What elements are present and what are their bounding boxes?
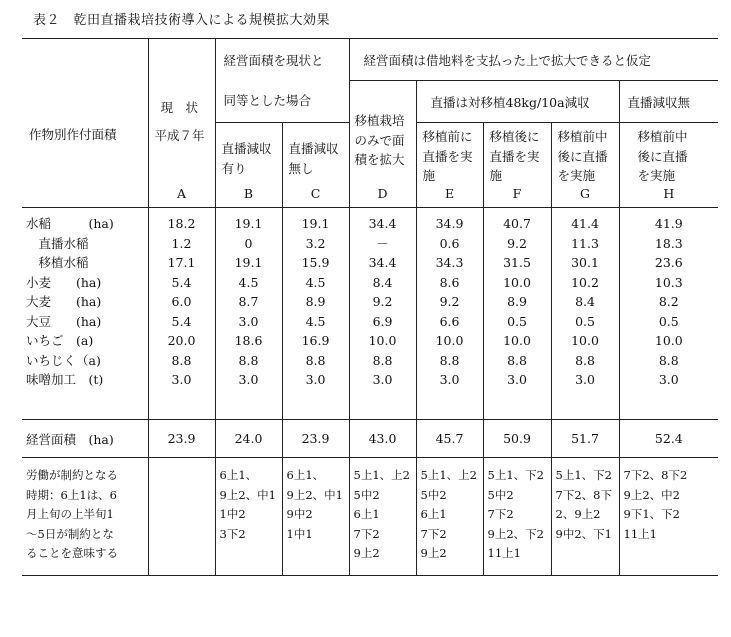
labor-period: 5上1、下2 bbox=[487, 468, 544, 482]
value-cell: 19.1 bbox=[234, 216, 263, 231]
col-b-line2: 有り bbox=[221, 160, 247, 176]
value-cell: 11.3 bbox=[571, 235, 599, 251]
value-cell: 4.5 bbox=[305, 274, 326, 290]
col-c-line2: 無し bbox=[288, 160, 314, 176]
value-cell: 6.6 bbox=[439, 313, 460, 329]
value-cell: 8.8 bbox=[439, 352, 460, 368]
labor-f bbox=[483, 458, 551, 576]
table-row-crops bbox=[22, 208, 718, 420]
value-cell: 4.5 bbox=[238, 274, 259, 290]
col-g-line2: 後に直播 bbox=[557, 148, 608, 164]
sub-noreduce: 直播減収無 bbox=[627, 95, 691, 110]
labor-a bbox=[148, 458, 215, 576]
value-cell: 34.4 bbox=[368, 216, 397, 231]
table-row-total bbox=[22, 420, 718, 458]
labor-period: 9上2、中2 bbox=[623, 487, 680, 502]
labor-period: 7下2、8下2 bbox=[623, 468, 688, 482]
col-b-header bbox=[215, 123, 282, 208]
letter-c: C bbox=[310, 186, 321, 201]
crop-label: 小麦 (ha) bbox=[26, 274, 102, 290]
col-c-header bbox=[282, 123, 349, 208]
total-g: 51.7 bbox=[551, 420, 619, 458]
col-c-line1: 直播減収 bbox=[288, 141, 339, 156]
letter-h: H bbox=[663, 186, 675, 201]
value-cell: 9.2 bbox=[507, 235, 527, 251]
value-cell: 10.3 bbox=[654, 274, 683, 290]
labor-period: 9上2、中1 bbox=[286, 487, 343, 502]
letter-b: B bbox=[243, 186, 254, 201]
value-cell: 17.1 bbox=[167, 255, 196, 270]
values-col-d bbox=[349, 208, 416, 420]
value-cell: 3.2 bbox=[305, 235, 326, 251]
col-e-line2: 直播を実 bbox=[422, 148, 473, 164]
labor-period: 6上1、 bbox=[219, 468, 258, 482]
value-cell: 3.0 bbox=[171, 372, 192, 387]
value-cell: 8.4 bbox=[372, 274, 393, 290]
labor-period: 7下2、8下 bbox=[555, 487, 612, 502]
labor-period: 5中2 bbox=[487, 487, 514, 502]
value-cell: 3.0 bbox=[575, 372, 595, 387]
value-cell: 5.4 bbox=[171, 313, 192, 329]
total-h: 52.4 bbox=[619, 420, 718, 458]
value-cell: 8.8 bbox=[507, 352, 527, 368]
labor-c bbox=[282, 458, 349, 576]
col-d-line3: 積を拡大 bbox=[354, 152, 405, 167]
value-cell: 10.0 bbox=[654, 333, 683, 348]
crop-label: 大麦 (ha) bbox=[26, 294, 102, 309]
labor-period: 11上1 bbox=[623, 526, 657, 541]
value-cell: 9.2 bbox=[439, 294, 460, 309]
value-cell: 5.4 bbox=[171, 274, 192, 290]
value-cell: 10.0 bbox=[368, 333, 397, 348]
value-cell: 6.9 bbox=[372, 313, 393, 329]
value-cell: 34.3 bbox=[435, 255, 464, 270]
crop-label: 直播水稲 bbox=[26, 235, 89, 251]
col-f-line1: 移植後に bbox=[489, 129, 540, 144]
values-col-e bbox=[416, 208, 483, 420]
header-label-cell bbox=[22, 39, 148, 208]
value-cell: 10.2 bbox=[571, 274, 599, 290]
letter-a: A bbox=[176, 186, 187, 201]
crop-label: 味噌加工 (t) bbox=[26, 372, 104, 387]
col-f-line3: 施 bbox=[489, 168, 503, 183]
value-cell: 8.8 bbox=[372, 352, 393, 368]
value-cell: 3.0 bbox=[372, 372, 393, 387]
value-cell: 8.8 bbox=[575, 352, 595, 368]
labor-period: 5中2 bbox=[353, 487, 380, 502]
value-cell: 41.4 bbox=[571, 216, 599, 231]
crop-label: いちご (a) bbox=[26, 333, 94, 348]
labor-label-line: 時期：6上1は、6 bbox=[26, 487, 117, 502]
labor-period: 7下2 bbox=[353, 526, 380, 541]
col-h-line1: 移植前中 bbox=[637, 129, 688, 144]
col-e-line1: 移植前に bbox=[422, 129, 473, 144]
letter-f: F bbox=[512, 186, 522, 201]
value-cell: 18.3 bbox=[654, 235, 683, 251]
value-cell: 8.8 bbox=[238, 352, 259, 368]
labor-period: 5上1、上2 bbox=[353, 468, 410, 482]
sub-noreduce-cell bbox=[619, 81, 718, 123]
value-cell: 10.0 bbox=[503, 274, 531, 290]
total-b: 24.0 bbox=[215, 420, 282, 458]
labor-period: 9上2 bbox=[420, 546, 447, 560]
table-title: 表２ 乾田直播栽培技術導入による規模拡大効果 bbox=[33, 13, 331, 28]
labor-period: 9中2、下1 bbox=[555, 526, 612, 541]
col-h-header bbox=[619, 123, 718, 208]
labor-b bbox=[215, 458, 282, 576]
total-label-cell bbox=[22, 420, 148, 458]
table-row-labor bbox=[22, 458, 718, 576]
group-expand: 経営面積は借地料を支払った上で拡大できると仮定 bbox=[363, 53, 652, 68]
labor-period: 6上1、 bbox=[286, 468, 325, 482]
labor-label-line: ることを意味する bbox=[26, 546, 118, 560]
value-cell: 3.0 bbox=[238, 372, 259, 387]
labor-e bbox=[416, 458, 483, 576]
col-h-line3: を実施 bbox=[637, 168, 676, 183]
value-cell: 0.6 bbox=[439, 235, 460, 251]
sub-reduce-cell bbox=[416, 81, 619, 123]
value-cell: 8.9 bbox=[507, 294, 527, 309]
value-cell: 3.0 bbox=[507, 372, 527, 387]
labor-g bbox=[551, 458, 619, 576]
crop-label: 大豆 (ha) bbox=[26, 313, 102, 329]
col-g-line3: を実施 bbox=[557, 168, 596, 183]
value-cell: 41.9 bbox=[654, 216, 683, 231]
value-cell: 40.7 bbox=[503, 216, 531, 231]
values-col-h bbox=[619, 208, 718, 420]
value-cell: 19.1 bbox=[301, 216, 330, 231]
labor-period: 9上2、中1 bbox=[219, 487, 276, 502]
value-cell: 10.0 bbox=[435, 333, 464, 348]
value-cell: 3.0 bbox=[439, 372, 460, 387]
col-g-header bbox=[551, 123, 619, 208]
results-table bbox=[22, 38, 718, 576]
labor-period: 5上1、下2 bbox=[555, 468, 612, 482]
crop-label-cell bbox=[22, 208, 148, 420]
labor-period: 11上1 bbox=[487, 546, 521, 560]
labor-period: 1中1 bbox=[286, 526, 313, 541]
value-cell: 19.1 bbox=[234, 255, 263, 270]
value-cell: 1.2 bbox=[171, 235, 192, 251]
value-cell: 10.0 bbox=[571, 333, 599, 348]
crop-label: いちじく（a) bbox=[26, 352, 101, 368]
col-e-header bbox=[416, 123, 483, 208]
value-cell: 0 bbox=[244, 235, 253, 251]
col-e-line3: 施 bbox=[422, 168, 436, 183]
col-f-line2: 直播を実 bbox=[489, 148, 540, 164]
value-cell: 34.4 bbox=[368, 255, 397, 270]
value-cell: 8.8 bbox=[658, 352, 679, 368]
value-cell: 8.9 bbox=[305, 294, 326, 309]
value-cell: 20.0 bbox=[167, 333, 196, 348]
labor-h bbox=[619, 458, 718, 576]
total-e: 45.7 bbox=[416, 420, 483, 458]
letter-e: E bbox=[444, 186, 455, 201]
value-cell: 23.6 bbox=[654, 255, 683, 270]
value-cell: 31.5 bbox=[503, 255, 531, 270]
value-cell: 16.9 bbox=[301, 333, 330, 348]
values-col-f bbox=[483, 208, 551, 420]
value-cell: 3.0 bbox=[658, 372, 679, 387]
current-line1: 現 状 bbox=[160, 100, 199, 115]
total-label: 経営面積 (ha) bbox=[26, 431, 114, 447]
total-f: 50.9 bbox=[483, 420, 551, 458]
value-cell: 0.5 bbox=[575, 313, 595, 329]
col-h-line2: 後に直播 bbox=[637, 148, 688, 164]
labor-period: 3下2 bbox=[219, 526, 246, 541]
labor-label-line: 労働が制約となる bbox=[26, 468, 118, 482]
value-cell: 3.0 bbox=[305, 372, 326, 387]
value-cell: 0.5 bbox=[507, 313, 527, 329]
value-cell: 30.1 bbox=[571, 255, 599, 270]
value-cell: 34.9 bbox=[435, 216, 464, 231]
value-cell: 15.9 bbox=[301, 255, 330, 270]
letter-g: G bbox=[580, 186, 591, 201]
col-b-line1: 直播減収 bbox=[221, 141, 272, 156]
crop-label: 移植水稲 bbox=[26, 255, 89, 270]
col-g-line1: 移植前中 bbox=[557, 129, 608, 144]
sub-reduce48: 直播は対移植48kg/10a減収 bbox=[430, 95, 590, 110]
values-col-b bbox=[215, 208, 282, 420]
labor-period: 2、9上2 bbox=[555, 507, 601, 521]
value-cell: 8.2 bbox=[658, 294, 679, 309]
labor-period: 6上1 bbox=[353, 507, 380, 521]
value-cell: 8.7 bbox=[238, 294, 259, 309]
col-d-line1: 移植栽培 bbox=[354, 113, 405, 128]
labor-period: 9上2、下2 bbox=[487, 526, 544, 541]
value-cell: － bbox=[376, 235, 389, 251]
labor-label-line: 月上旬の上半旬1 bbox=[26, 507, 114, 521]
crop-label: 水稲 (ha) bbox=[26, 216, 114, 231]
values-col-c bbox=[282, 208, 349, 420]
total-c: 23.9 bbox=[282, 420, 349, 458]
value-cell: 10.0 bbox=[503, 333, 531, 348]
group-same-cell-2 bbox=[215, 81, 349, 123]
value-cell: 8.4 bbox=[575, 294, 595, 309]
value-cell: 4.5 bbox=[305, 313, 326, 329]
total-d: 43.0 bbox=[349, 420, 416, 458]
labor-period: 7下2 bbox=[487, 507, 514, 521]
labor-period: 5中2 bbox=[420, 487, 447, 502]
values-col-a bbox=[148, 208, 215, 420]
labor-period: 6上1 bbox=[420, 507, 447, 521]
labor-label-line: ～5日が制約とな bbox=[26, 526, 114, 541]
col-label: 作物別作付面積 bbox=[29, 127, 117, 142]
values-col-g bbox=[551, 208, 619, 420]
total-a: 23.9 bbox=[148, 420, 215, 458]
labor-period: 7下2 bbox=[420, 526, 447, 541]
col-d-line2: のみで面 bbox=[354, 132, 405, 148]
labor-d bbox=[349, 458, 416, 576]
value-cell: 8.6 bbox=[439, 274, 460, 290]
value-cell: 18.6 bbox=[234, 333, 263, 348]
labor-label-cell bbox=[22, 458, 148, 576]
value-cell: 0.5 bbox=[658, 313, 679, 329]
labor-period: 9上2 bbox=[353, 546, 380, 560]
value-cell: 8.8 bbox=[305, 352, 326, 368]
value-cell: 9.2 bbox=[372, 294, 393, 309]
labor-period: 9中2 bbox=[286, 507, 313, 521]
letter-d: D bbox=[377, 186, 388, 201]
group-same-cell bbox=[215, 39, 349, 81]
value-cell: 18.2 bbox=[167, 216, 196, 231]
group-same-line2: 同等とした場合 bbox=[223, 92, 312, 108]
value-cell: 3.0 bbox=[238, 313, 259, 329]
labor-period: 9下1、下2 bbox=[623, 507, 680, 521]
value-cell: 6.0 bbox=[171, 294, 192, 309]
group-expand-cell bbox=[349, 39, 718, 81]
current-line2: 平成７年 bbox=[154, 128, 205, 143]
header-current-cell bbox=[148, 39, 215, 208]
labor-period: 5上1、上2 bbox=[420, 468, 477, 482]
col-d-header bbox=[349, 81, 416, 208]
value-cell: 8.8 bbox=[171, 352, 192, 368]
labor-period: 1中2 bbox=[219, 507, 246, 521]
col-f-header bbox=[483, 123, 551, 208]
group-same-line1: 経営面積を現状と bbox=[223, 53, 324, 68]
